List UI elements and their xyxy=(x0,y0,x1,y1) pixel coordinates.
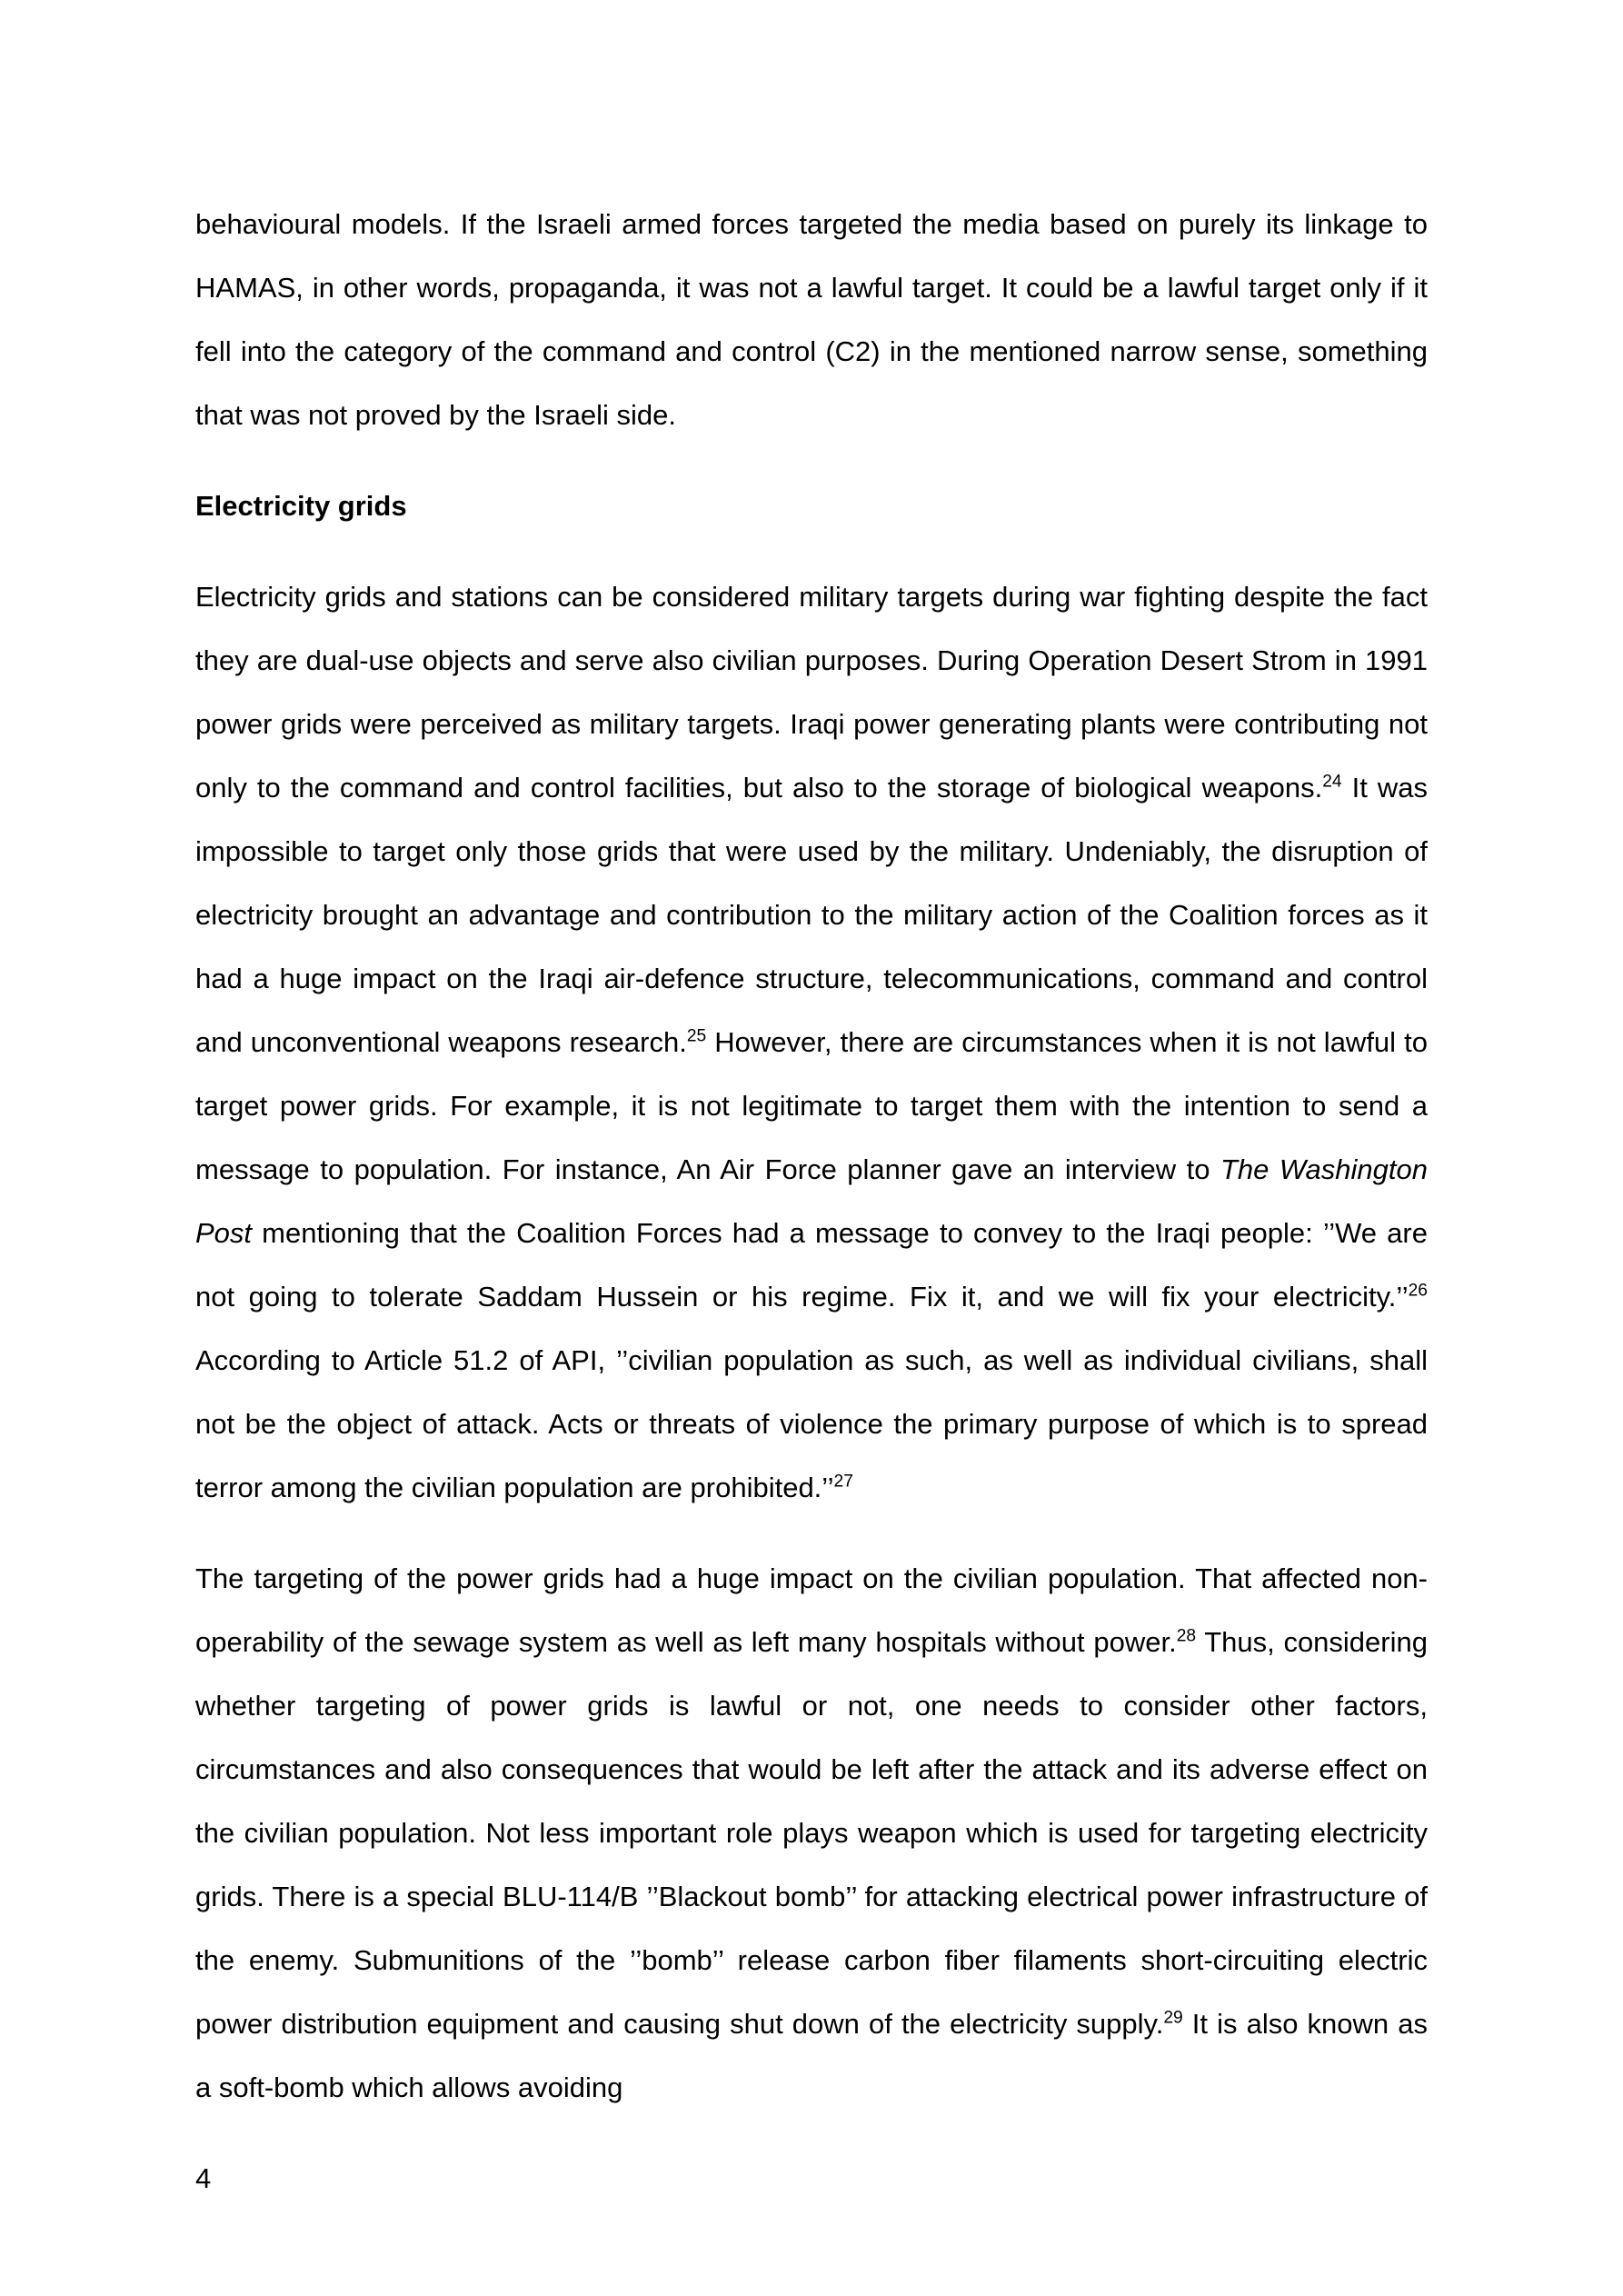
paragraph-electricity-grids-lawfulness xyxy=(195,565,1428,1520)
footnote-ref-24: 24 xyxy=(1322,772,1342,792)
footnote-ref-27: 27 xyxy=(833,1472,853,1492)
page-content xyxy=(195,193,1428,2211)
text-run: behavioural models. If the Israeli armed forces targeted the media based on purely its linkage to HAMAS, in other words, propaganda, it was not a lawful target. It could be a lawful target only if it fell into the category of the command and control (C2) in the mentioned narrow sense, something that was not proved by the Israeli side. xyxy=(195,208,1428,431)
footnote-ref-26: 26 xyxy=(1408,1281,1428,1301)
text-run: Thus, considering whether targeting of power grids is lawful or not, one needs to consider other factors, circumstances and also consequences that would be left after the attack and its adverse effect on the civilian population. Not less important role plays weapon which is used for targeting electricity grids. There is a special BLU-114/B ’’Blackout bomb’’ for attacking electrical power infrastructure of the enemy. Submunitions of the ’’bomb’’ release carbon fiber filaments short-circuiting electric power distribution equipment and causing shut down of the electricity supply. xyxy=(195,1626,1428,2040)
text-run: According to Article 51.2 of API, ’’civilian population as such, as well as individual civilians, shall not be the object of attack. Acts or threats of violence the primary purpose of which is to spread terror among the civilian population are prohibited.’’ xyxy=(195,1344,1428,1503)
section-heading-electricity-grids: Electricity grids xyxy=(195,490,407,522)
text-run: The targeting of the power grids had a huge impact on the civilian population. That affected non-operability of the sewage system as well as left many hospitals without power. xyxy=(195,1562,1428,1658)
text-run: It is also known as a soft-bomb which allows avoiding xyxy=(195,2008,1428,2103)
text-run: Electricity grids and stations can be considered military targets during war fighting despite the fact they are dual-use objects and serve also civilian purposes. During Operation Desert Strom in 1991 power grids were perceived as military targets. Iraqi power generating plants were contributing not only to the command and control facilities, but also to the storage of biological weapons. xyxy=(195,581,1428,804)
publication-title: The Washington Post xyxy=(195,1153,1428,1249)
footnote-ref-25: 25 xyxy=(686,1026,707,1046)
footnote-ref-29: 29 xyxy=(1163,2008,1183,2028)
page-number: 4 xyxy=(195,2162,212,2194)
footnote-ref-28: 28 xyxy=(1176,1626,1197,1646)
text-run: However, there are circumstances when it is not lawful to target power grids. For example, it is not legitimate to target them with the intention to send a message to population. For instance, An Air Force planner gave an interview to xyxy=(195,1026,1428,1185)
text-run: It was impossible to target only those grids that were used by the military. Undeniably, the disruption of electricity brought an advantage and contribution to the military action of the Coalition forces as it had a huge impact on the Iraqi air-defence structure, telecommunications, command and control and unconventional weapons research. xyxy=(195,772,1428,1058)
paragraph-behavioural-models xyxy=(195,193,1428,447)
text-run: mentioning that the Coalition Forces had a message to convey to the Iraqi people: ’’We are not going to tolerate Saddam Hussein or his regime. Fix it, and we will fix your electricity.’’ xyxy=(195,1217,1428,1313)
paragraph-civilian-impact-blackout-bomb xyxy=(195,1547,1428,2120)
